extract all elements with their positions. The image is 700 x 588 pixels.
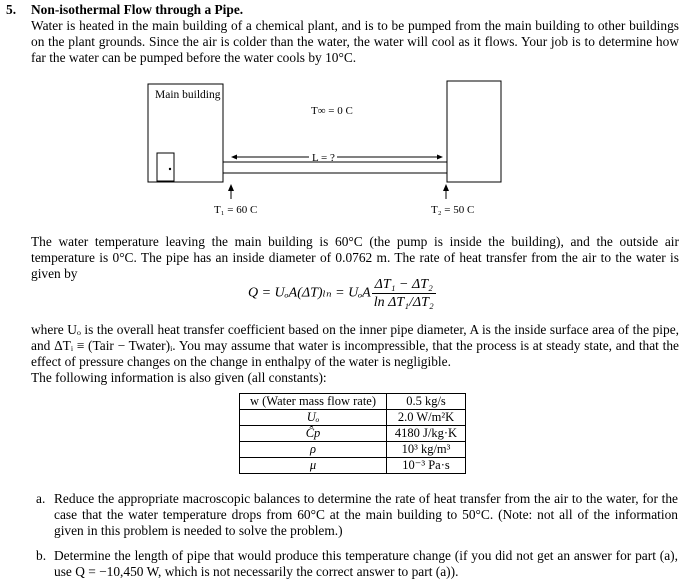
table-row — [240, 458, 466, 474]
paragraph-conditions: The water temperature leaving the main building is 60°C (the pump is inside the building), and the outside air temperature is 0°C. The pipe has an inside diameter of 0.0762 m. The rate of heat transfer from the air to the water is given by — [31, 234, 679, 281]
property-name: μ — [240, 458, 387, 474]
pipe-diagram — [0, 0, 700, 230]
t2-label: T₂ = 50 C — [431, 204, 475, 216]
door — [157, 153, 174, 181]
property-name: Uₒ — [240, 410, 387, 426]
heat-transfer-equation — [248, 276, 436, 311]
t1-label: T₁ = 60 C — [214, 204, 258, 216]
question-text: Determine the length of pipe that would produce this temperature change (if you did not get an answer for part (a), use Q = −10,450 W, which is not necessarily the correct answer to part (a)). — [54, 548, 678, 579]
paragraph-given: The following information is also given (all constants): — [31, 370, 327, 385]
length-label: L = ? — [312, 152, 335, 164]
intro-paragraph: Water is heated in the main building of a chemical plant, and is to be pumped from the main building to other buildings on the plant grounds. Since the air is colder than the water, the water will cool as it flows. Your job is to determine how far the water can be pumped before the water cools by 10°C. — [31, 18, 679, 65]
table-row — [240, 410, 466, 426]
equation-lhs: Q = UₒA(ΔT)ₗₙ = UₒA — [248, 285, 371, 301]
question-a — [36, 491, 678, 539]
t1-arrow-head — [228, 184, 234, 191]
problem-number: 5. — [6, 2, 17, 17]
properties-table — [239, 393, 466, 474]
property-name: Ĉp — [240, 426, 387, 442]
property-value: 0.5 kg/s — [387, 394, 466, 410]
question-text: Reduce the appropriate macroscopic balances to determine the rate of heat transfer from the air to the water, for the case that the water temperature drops from 60°C at the main building to 50°C. (Note: not all of the information given in this problem is needed to solve the problem.) — [54, 491, 678, 538]
other-building — [447, 81, 501, 182]
table-row — [240, 442, 466, 458]
property-value: 10³ kg/m³ — [387, 442, 466, 458]
equation-fraction — [372, 276, 436, 311]
equation-denominator: ln ΔT₁/ΔT₂ — [373, 295, 434, 310]
property-value: 2.0 W/m²K — [387, 410, 466, 426]
t2-arrow-head — [443, 184, 449, 191]
table-row — [240, 426, 466, 442]
property-name: w (Water mass flow rate) — [240, 394, 387, 410]
property-value: 4180 J/kg·K — [387, 426, 466, 442]
air-temp-label: T∞ = 0 C — [311, 105, 353, 117]
property-value: 10⁻³ Pa·s — [387, 458, 466, 474]
table-row — [240, 394, 466, 410]
length-arrow-right — [437, 155, 443, 160]
main-building-label: Main building — [155, 89, 221, 101]
paragraph-definitions: where Uₒ is the overall heat transfer coefficient based on the inner pipe diameter, A is the inside surface area of the pipe, and ΔTᵢ ≡ (Tair − Twater)ᵢ. You may assume that water is incompressible, that the process is at steady state, and that the effect of pressure changes on the change in enthalpy of the water is negligible. — [31, 322, 679, 369]
question-label: b. — [36, 548, 47, 563]
question-label: a. — [36, 491, 46, 506]
equation-numerator: ΔT₁ − ΔT₂ — [372, 276, 436, 294]
problem-title: Non-isothermal Flow through a Pipe. — [31, 2, 244, 17]
door-knob — [169, 168, 171, 170]
question-b — [36, 548, 678, 580]
length-arrow-left — [231, 155, 237, 160]
property-name: ρ — [240, 442, 387, 458]
